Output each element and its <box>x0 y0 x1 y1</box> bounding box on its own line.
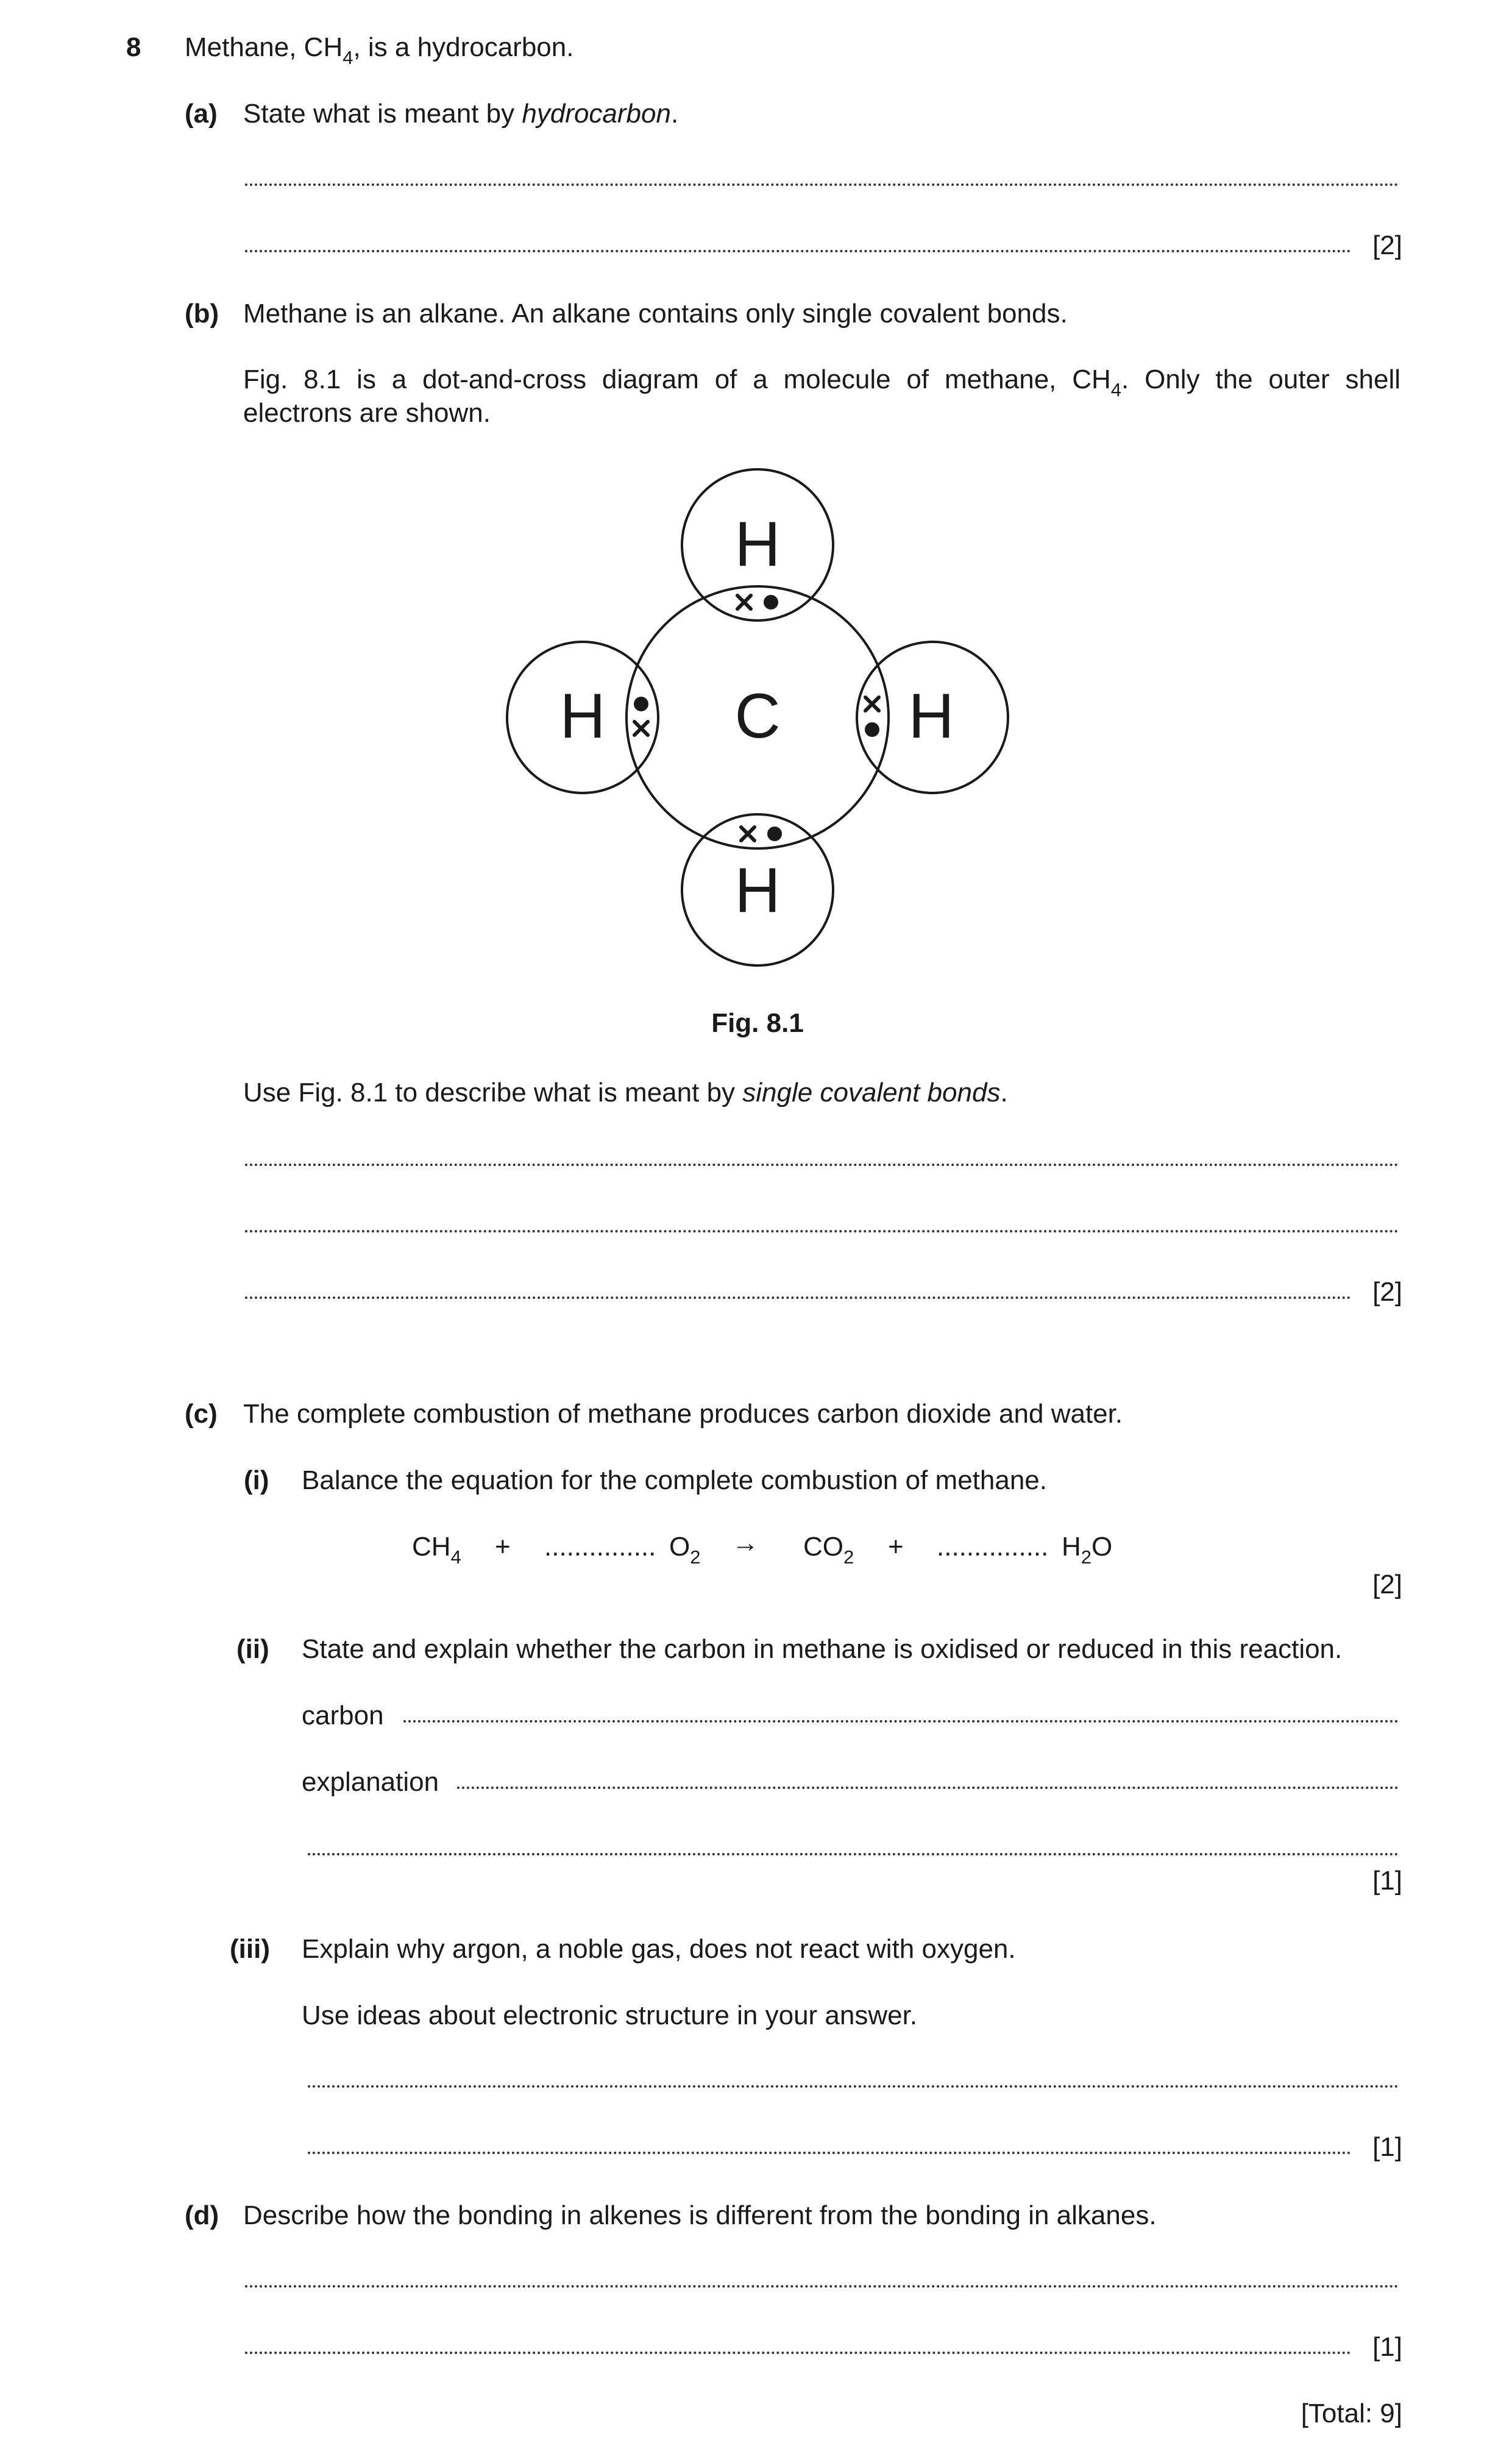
explanation-label: explanation <box>302 1767 439 1797</box>
dot-electron-bottom <box>767 827 782 841</box>
hydrogen-symbol-left: H <box>559 681 606 752</box>
part-c-ii-label: (ii) <box>236 1634 269 1664</box>
part-d-prompt: Describe how the bonding in alkenes is different from the bonding in alkanes. <box>243 2200 1157 2230</box>
marks-c-i: [2] <box>1372 1570 1402 1599</box>
carbon-label: carbon <box>302 1701 384 1730</box>
cross-electron-bottom <box>741 827 754 841</box>
carbon-symbol: C <box>734 681 781 752</box>
part-b-label: (b) <box>185 299 219 329</box>
answer-line[interactable] <box>245 183 1399 186</box>
marks-a: [2] <box>1372 230 1402 260</box>
part-b-statement: Methane is an alkane. An alkane contains only single covalent bonds. <box>243 299 1068 329</box>
answer-line[interactable] <box>245 1296 1351 1299</box>
dot-electron-left <box>634 697 648 711</box>
fig-intro: Fig. 8.1 is a dot-and-cross diagram of a molecule of methane, $CH_4$. Only the outer shell <box>243 364 1401 400</box>
part-c-iii-hint: Use ideas about electronic structure in your answer. <box>302 2000 918 2030</box>
equation-plus: + <box>888 1532 904 1562</box>
marks-d: [1] <box>1372 2332 1402 2362</box>
part-a-label: (a) <box>185 99 218 129</box>
part-c-ii-prompt: State and explain whether the carbon in methane is oxidised or reduced in this reaction. <box>302 1634 1343 1664</box>
part-c-i-label: (i) <box>244 1465 269 1495</box>
dot-electron-top <box>764 595 778 610</box>
equation-ch4: $CH_4$ <box>412 1532 461 1568</box>
h2o-coefficient-blank[interactable]: ............... <box>937 1532 1049 1562</box>
figure-caption: Fig. 8.1 <box>711 1008 804 1038</box>
answer-line[interactable] <box>245 1230 1399 1232</box>
carbon-answer-line[interactable] <box>403 1720 1399 1723</box>
part-c-iii-prompt: Explain why argon, a noble gas, does not react with oxygen. <box>302 1934 1016 1964</box>
hydrogen-symbol-bottom: H <box>734 855 781 926</box>
marks-c-iii: [1] <box>1372 2132 1402 2162</box>
answer-line[interactable] <box>308 1853 1399 1855</box>
explanation-answer-line[interactable] <box>457 1787 1399 1789</box>
part-c-iii-label: (iii) <box>230 1934 270 1964</box>
question-intro: Methane, $CH_4$, is a hydrocarbon. <box>185 32 574 68</box>
methane-dot-cross-diagram <box>500 463 1018 975</box>
equation-plus: + <box>495 1532 511 1562</box>
part-c-statement: The complete combustion of methane produces carbon dioxide and water. <box>243 1399 1123 1429</box>
part-a-prompt: State what is meant by hydrocarbon. <box>243 99 679 129</box>
part-b-prompt: Use Fig. 8.1 to describe what is meant by single covalent bonds. <box>243 1078 1008 1108</box>
equation-h2o: $H_2O$ <box>1062 1532 1113 1568</box>
cross-electron-right <box>865 697 879 711</box>
fig-intro-line2: electrons are shown. <box>243 398 491 428</box>
hydrogen-symbol-top: H <box>734 509 781 580</box>
reaction-arrow-icon: → <box>732 1528 759 1558</box>
answer-line[interactable] <box>245 250 1351 252</box>
answer-line[interactable] <box>245 2352 1351 2354</box>
dot-electron-right <box>865 722 879 737</box>
answer-line[interactable] <box>308 2152 1351 2154</box>
answer-line[interactable] <box>245 2285 1399 2288</box>
cross-electron-left <box>634 722 648 735</box>
part-d-label: (d) <box>185 2200 219 2230</box>
equation-o2: $O_2$ <box>669 1532 701 1568</box>
part-c-i-prompt: Balance the equation for the complete combustion of methane. <box>302 1465 1047 1495</box>
answer-line[interactable] <box>308 2085 1399 2088</box>
equation-co2: $CO_2$ <box>803 1532 854 1568</box>
marks-b: [2] <box>1372 1277 1402 1307</box>
part-c-label: (c) <box>185 1399 218 1429</box>
question-number: 8 <box>126 32 141 62</box>
marks-c-ii: [1] <box>1372 1866 1402 1896</box>
o2-coefficient-blank[interactable]: ............... <box>544 1532 656 1562</box>
cross-electron-top <box>737 596 751 609</box>
hydrogen-symbol-right: H <box>908 681 954 752</box>
total-marks: [Total: 9] <box>1301 2399 1402 2428</box>
answer-line[interactable] <box>245 1164 1399 1166</box>
